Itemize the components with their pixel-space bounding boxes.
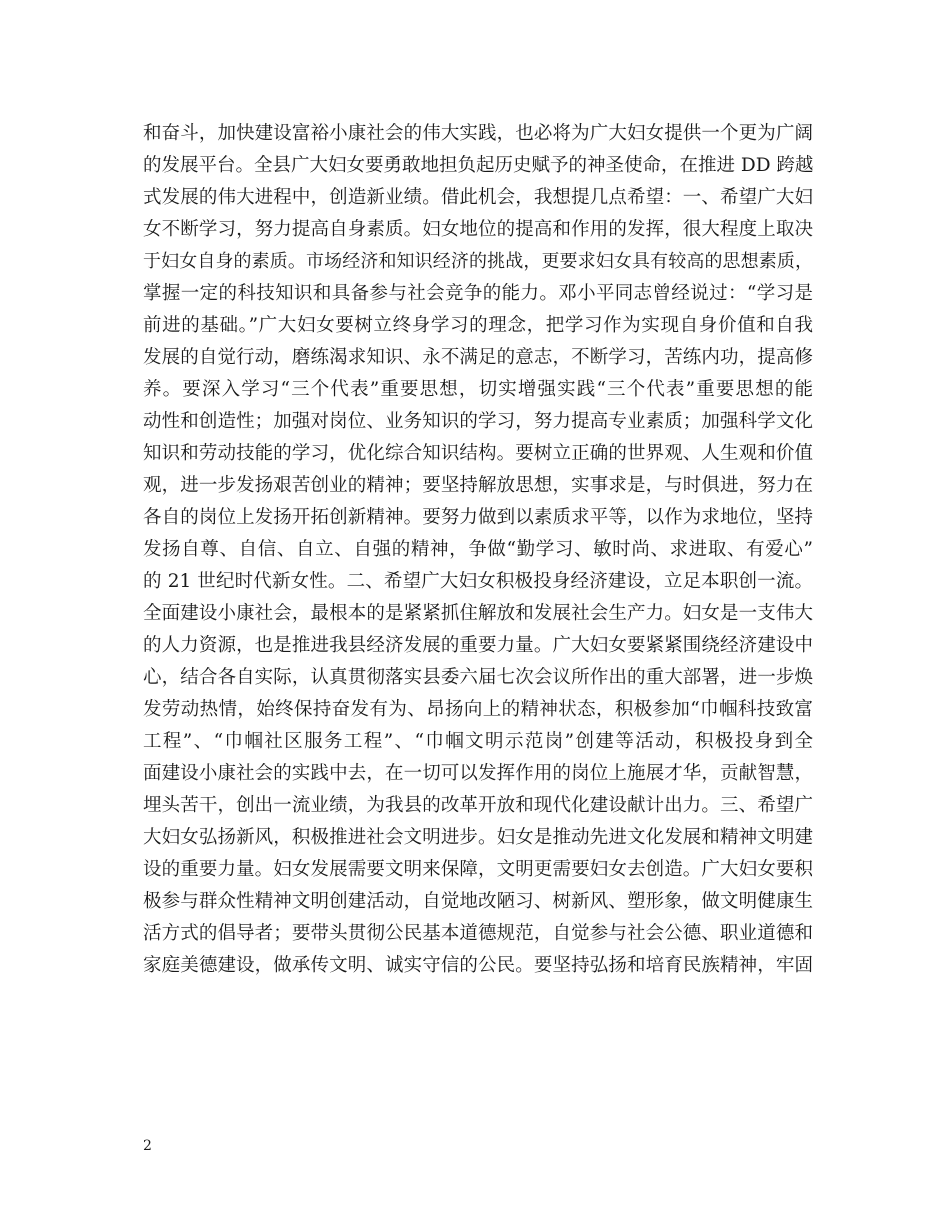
text-line: 和奋斗，加快建设富裕小康社会的伟大实践，也必将为广大妇女提供一个更为广阔: [143, 123, 813, 144]
text-line: 面建设小康社会的实践中去，在一切可以发挥作用的岗位上施展才华，贡献智慧，: [143, 763, 813, 784]
text-line: 心，结合各自实际，认真贯彻落实县委六届七次会议所作出的重大部署，进一步焕: [143, 667, 813, 688]
text-line: 前进的基础。”广大妇女要树立终身学习的理念，把学习作为实现自身价值和自我: [143, 315, 813, 336]
text-line: 各自的岗位上发扬开拓创新精神。要努力做到以素质求平等，以作为求地位，坚持: [143, 507, 813, 528]
text-line: 的人力资源，也是推进我县经济发展的重要力量。广大妇女要紧紧围绕经济建设中: [143, 635, 813, 656]
text-line: 女不断学习，努力提高自身素质。妇女地位的提高和作用的发挥，很大程度上取决: [143, 219, 813, 240]
page-number: 2: [143, 1138, 152, 1154]
text-line: 极参与群众性精神文明创建活动，自觉地改陋习、树新风、塑形象，做文明健康生: [143, 891, 813, 912]
text-line: 动性和创造性；加强对岗位、业务知识的学习，努力提高专业素质；加强科学文化: [143, 411, 813, 432]
text-line: 发劳动热情，始终保持奋发有为、昂扬向上的精神状态，积极参加“巾帼科技致富: [143, 699, 813, 720]
text-line: 设的重要力量。妇女发展需要文明来保障，文明更需要妇女去创造。广大妇女要积: [143, 859, 813, 880]
text-line: 知识和劳动技能的学习，优化综合知识结构。要树立正确的世界观、人生观和价值: [143, 443, 813, 464]
text-line: 发扬自尊、自信、自立、自强的精神，争做“勤学习、敏时尚、求进取、有爱心”: [143, 539, 813, 560]
text-line: 的 21 世纪时代新女性。二、希望广大妇女积极投身经济建设，立足本职创一流。: [143, 571, 813, 592]
text-line: 式发展的伟大进程中，创造新业绩。借此机会，我想提几点希望：一、希望广大妇: [143, 187, 813, 208]
text-line: 养。要深入学习“三个代表”重要思想，切实增强实践“三个代表”重要思想的能: [143, 379, 813, 400]
text-line: 活方式的倡导者；要带头贯彻公民基本道德规范，自觉参与社会公德、职业道德和: [143, 923, 813, 944]
text-line: 大妇女弘扬新风，积极推进社会文明进步。妇女是推动先进文化发展和精神文明建: [143, 827, 813, 848]
text-line: 掌握一定的科技知识和具备参与社会竞争的能力。邓小平同志曾经说过：“学习是: [143, 283, 813, 304]
text-line: 于妇女自身的素质。市场经济和知识经济的挑战，更要求妇女具有较高的思想素质，: [143, 251, 813, 272]
text-line: 埋头苦干，创出一流业绩，为我县的改革开放和现代化建设献计出力。三、希望广: [143, 795, 813, 816]
text-line: 发展的自觉行动，磨练渴求知识、永不满足的意志，不断学习，苦练内功，提高修: [143, 347, 813, 368]
body-text: [143, 118, 813, 982]
text-line: 观，进一步发扬艰苦创业的精神；要坚持解放思想，实事求是，与时俱进，努力在: [143, 475, 813, 496]
text-line: 全面建设小康社会，最根本的是紧紧抓住解放和发展社会生产力。妇女是一支伟大: [143, 603, 813, 624]
text-line: 工程”、“巾帼社区服务工程”、“巾帼文明示范岗”创建等活动，积极投身到全: [143, 731, 813, 752]
text-line: 的发展平台。全县广大妇女要勇敢地担负起历史赋予的神圣使命，在推进 DD 跨越: [143, 155, 814, 176]
text-line: 家庭美德建设，做承传文明、诚实守信的公民。要坚持弘扬和培育民族精神，牢固: [143, 955, 813, 976]
